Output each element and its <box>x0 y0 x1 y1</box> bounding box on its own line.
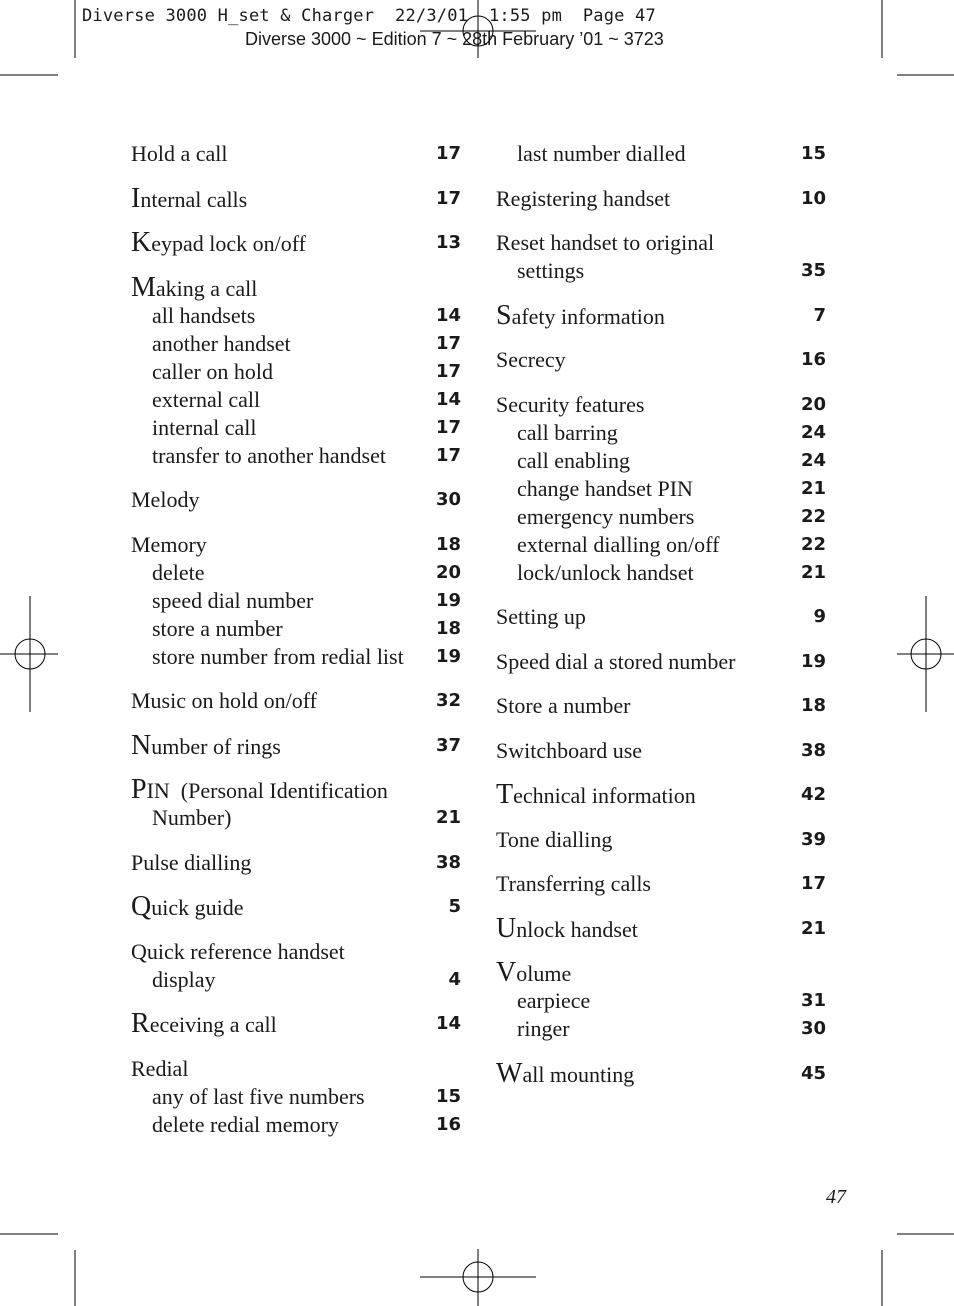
index-entry-text: Memory <box>131 531 207 557</box>
index-subentry <box>131 358 461 386</box>
index-page-number: 31 <box>800 990 826 1011</box>
index-entry-text: lock/unlock handset <box>517 559 694 585</box>
index-page-number: 14 <box>435 388 461 410</box>
index-entry-text: last number dialled <box>517 141 686 166</box>
index-page-number: 18 <box>800 695 826 716</box>
index-entry-text: store number from redial list <box>152 643 404 669</box>
index-entry-text: settings <box>517 258 585 283</box>
index-entry-label <box>131 442 386 470</box>
index-subentry <box>131 643 461 671</box>
index-entry-label <box>496 1015 570 1043</box>
index-entry-text: Number) <box>152 805 232 830</box>
index-entry-text: Redial <box>131 1055 189 1081</box>
index-page-number: 14 <box>435 1013 461 1034</box>
index-entry <box>131 140 461 168</box>
index-entry-label <box>131 643 404 671</box>
edition-line: Diverse 3000 ~ Edition 7 ~ 28th February ’01 ~ 3723 <box>245 29 664 49</box>
index-entry <box>496 648 826 676</box>
index-page-number: 16 <box>800 349 826 370</box>
index-subentry <box>131 302 461 330</box>
index-entry <box>131 531 461 559</box>
index-initial-letter: P <box>131 774 147 805</box>
index-entry-label <box>496 648 736 676</box>
index-entry-label <box>131 938 345 966</box>
index-entry-text: caller on hold <box>152 358 273 384</box>
index-entry <box>131 1055 461 1083</box>
index-page-number: 32 <box>435 690 461 711</box>
index-subentry <box>131 1111 461 1139</box>
index-page-number: 18 <box>435 617 461 639</box>
index-entry-text: external dialling on/off <box>517 531 720 557</box>
index-entry-label <box>131 486 199 514</box>
index-page-number: 17 <box>435 332 461 354</box>
index-initial-letter: W <box>496 1057 523 1089</box>
index-subentry <box>496 419 826 447</box>
index-subentry <box>131 559 461 587</box>
index-subentry <box>496 1015 826 1043</box>
index-entry-text: eypad lock on/off <box>151 231 307 256</box>
index-entry-text: Music on hold on/off <box>131 688 317 713</box>
index-entry-label <box>496 870 651 898</box>
index-page-number: 15 <box>800 143 826 164</box>
index-entry <box>131 776 461 804</box>
index-entry <box>131 271 461 303</box>
index-entry-text: aking a call <box>155 275 258 301</box>
index-entry-label <box>496 299 665 331</box>
index-entry-text: Quick reference handset <box>131 938 345 964</box>
index-entry-text: display <box>152 966 216 992</box>
index-entry-label <box>131 531 207 559</box>
index-subentry <box>131 330 461 358</box>
index-entry <box>131 687 461 715</box>
index-entry-label <box>496 781 696 810</box>
index-entry-label <box>131 966 216 994</box>
index-initial-letter: Q <box>131 891 152 922</box>
index-entry-text: afety information <box>511 303 665 329</box>
index-page-number: 22 <box>800 533 826 555</box>
index-initial-letter: S <box>496 299 512 331</box>
index-entry-text: another handset <box>152 330 291 356</box>
index-entry-label <box>496 912 638 944</box>
index-entry-label <box>131 687 317 715</box>
index-page-number: 37 <box>435 734 461 756</box>
index-entry-label <box>131 140 228 168</box>
index-entry <box>496 299 826 331</box>
index-entry-text: Store a number <box>496 693 631 718</box>
index-entry-text: all handsets <box>152 302 256 328</box>
index-subentry <box>496 447 826 475</box>
index-entry-label <box>131 182 248 214</box>
index-entry <box>496 692 826 720</box>
index-initial-letter: N <box>131 729 152 761</box>
index-page-number: 42 <box>800 784 826 805</box>
index-entry-text: any of last five numbers <box>152 1083 365 1109</box>
index-entry-text: internal call <box>152 414 257 440</box>
index-entry-text: Setting up <box>496 604 586 629</box>
index-page-number: 19 <box>800 650 826 672</box>
index-initial-letter: U <box>496 912 517 944</box>
index-entry <box>496 826 826 854</box>
index-page-number: 21 <box>800 561 826 583</box>
index-entry <box>496 1057 826 1089</box>
index-page-number: 13 <box>435 232 461 253</box>
index-page-number: 20 <box>800 393 826 415</box>
index-entry-text: uick guide <box>151 895 244 920</box>
index-entry-label <box>496 826 612 854</box>
index-entry-label <box>496 475 693 503</box>
index-page-number: 30 <box>800 1018 826 1039</box>
index-column-left <box>131 140 461 1139</box>
index-entry-label <box>131 358 273 386</box>
index-entry-label <box>131 386 260 414</box>
index-subentry <box>131 615 461 643</box>
index-page-number: 39 <box>800 828 826 850</box>
index-entry <box>131 229 461 257</box>
index-page-number: 5 <box>448 896 461 917</box>
index-entry <box>496 737 826 765</box>
registration-mark-bottom <box>420 1249 536 1306</box>
index-subentry <box>131 442 461 470</box>
index-entry-label <box>496 140 686 168</box>
index-page-number: 21 <box>800 917 826 939</box>
index-page-number: 17 <box>435 187 461 209</box>
index-subentry <box>131 414 461 442</box>
index-entry-text: external call <box>152 386 261 412</box>
index-subentry <box>131 966 461 994</box>
index-entry-text: call enabling <box>517 447 631 473</box>
index-entry-label <box>131 414 256 442</box>
index-entry <box>496 912 826 944</box>
index-entry-text: Speed dial a stored number <box>496 648 736 674</box>
index-page-number: 38 <box>435 851 461 873</box>
index-entry-label <box>496 559 694 587</box>
index-subentry <box>131 1083 461 1111</box>
index-entry-label <box>131 587 313 615</box>
index-entry-label <box>131 1083 365 1111</box>
registration-mark-top <box>420 0 536 58</box>
index-entry <box>496 603 826 631</box>
index-entry-label <box>131 330 291 358</box>
index-entry-text: nlock handset <box>516 916 638 942</box>
index-entry-label <box>496 692 630 720</box>
index-page-number: 18 <box>435 533 461 555</box>
index-entry-label <box>496 987 590 1015</box>
index-entry-text: nternal calls <box>140 186 248 212</box>
index-entry-text: transfer to another handset <box>152 442 386 468</box>
index-subentry <box>496 503 826 531</box>
index-entry <box>131 486 461 514</box>
index-subentry <box>496 475 826 503</box>
index-entry-text: eceiving a call <box>149 1012 277 1037</box>
index-entry <box>131 893 461 921</box>
index-initial-letter: K <box>131 227 152 258</box>
index-entry-label <box>496 419 618 447</box>
index-entry-label <box>496 257 584 285</box>
index-entry-text: store a number <box>152 615 283 641</box>
index-entry-text: umber of rings <box>151 733 281 759</box>
index-entry <box>496 346 826 374</box>
index-entry-text: Secrecy <box>496 347 566 372</box>
index-subentry <box>496 257 826 285</box>
index-entry-label <box>496 503 694 531</box>
index-entry-text: Pulse dialling <box>131 849 252 875</box>
index-page-number: 20 <box>435 561 461 583</box>
index-entry-label <box>496 1057 635 1089</box>
index-initial-letter: R <box>131 1008 150 1039</box>
index-entry <box>496 229 826 257</box>
index-entry-label <box>131 729 281 761</box>
index-entry <box>496 185 826 213</box>
index-entry <box>496 391 826 419</box>
index-subentry <box>131 386 461 414</box>
index-subentry <box>131 804 461 832</box>
index-entry-text: delete redial memory <box>152 1111 339 1137</box>
print-slug: Diverse 3000 H_set & Charger 22/3/01 1:55 pm Page 47 <box>82 6 656 26</box>
index-page-number: 17 <box>435 444 461 466</box>
index-page-number: 22 <box>800 505 826 527</box>
index-entry-label <box>131 1010 277 1039</box>
index-entry-text: Melody <box>131 487 200 512</box>
index-entry-text: Tone dialling <box>496 826 613 852</box>
index-initial-letter: T <box>496 779 514 810</box>
index-entry <box>131 729 461 761</box>
index-page-number: 21 <box>800 477 826 499</box>
index-entry-text: ringer <box>517 1016 570 1041</box>
index-entry-label <box>131 1111 339 1139</box>
index-entry-label <box>496 959 571 988</box>
index-page-number: 9 <box>813 606 826 627</box>
index-entry <box>496 870 826 898</box>
index-page-number: 15 <box>435 1085 461 1107</box>
index-entry-text: Registering handset <box>496 185 671 211</box>
index-entry <box>496 959 826 987</box>
index-entry-label <box>131 302 255 330</box>
index-entry-label <box>131 893 244 922</box>
index-entry-label <box>131 804 231 832</box>
index-page-number: 16 <box>435 1113 461 1135</box>
index-entry-text: Hold a call <box>131 141 228 166</box>
index-page-number: 45 <box>800 1062 826 1084</box>
index-page-number: 24 <box>800 421 826 443</box>
index-entry-label <box>496 737 642 765</box>
index-entry-text: echnical information <box>513 783 696 808</box>
index-page-number: 19 <box>435 645 461 667</box>
index-entry-label <box>131 1055 188 1083</box>
index-entry-text: Switchboard use <box>496 737 643 763</box>
index-entry-text: Security features <box>496 391 645 417</box>
index-entry-label <box>131 271 258 303</box>
index-subentry <box>496 531 826 559</box>
index-page-number: 4 <box>448 968 461 990</box>
index-entry-text: Reset handset to original <box>496 230 715 255</box>
index-entry-label <box>496 391 644 419</box>
index-entry <box>131 849 461 877</box>
index-page-number: 17 <box>435 416 461 438</box>
index-subentry <box>496 559 826 587</box>
page-number: 47 <box>826 1186 846 1208</box>
index-page-number: 21 <box>435 807 461 828</box>
index-entry-text: IN (Personal Identification <box>146 778 388 803</box>
index-entry-text: call barring <box>517 419 618 445</box>
index-entry-text: olume <box>516 961 572 986</box>
index-entry-text: all mounting <box>522 1061 635 1087</box>
index-page-number: 17 <box>435 143 461 164</box>
index-page-number: 14 <box>435 304 461 326</box>
index-initial-letter: V <box>496 957 517 988</box>
index-entry-label <box>131 849 251 877</box>
index-entry-label <box>131 615 283 643</box>
index-entry-text: speed dial number <box>152 587 314 613</box>
index-page-number: 30 <box>435 489 461 510</box>
index-entry-label <box>131 776 388 805</box>
index-entry <box>131 182 461 214</box>
index-entry-text: delete <box>152 559 205 585</box>
index-subentry <box>496 140 826 168</box>
index-entry <box>131 938 461 966</box>
index-entry-text: earpiece <box>517 988 591 1013</box>
index-page-number: 24 <box>800 449 826 471</box>
index-entry-label <box>496 185 670 213</box>
index-entry <box>496 781 826 809</box>
index-entry-label <box>496 229 714 257</box>
registration-mark-left <box>0 596 58 712</box>
index-page-number: 17 <box>435 360 461 382</box>
index-entry-text: Transferring calls <box>496 871 651 896</box>
index-entry-label <box>496 603 586 631</box>
index-entry-label <box>496 447 630 475</box>
index-subentry <box>131 587 461 615</box>
index-entry-label <box>131 229 306 258</box>
index-entry-label <box>131 559 205 587</box>
index-column-right <box>496 140 826 1088</box>
index-entry-text: emergency numbers <box>517 503 695 529</box>
index-page-number: 17 <box>800 873 826 894</box>
index-page-number: 38 <box>800 739 826 761</box>
index-page-number: 7 <box>813 304 826 326</box>
index-initial-letter: I <box>131 182 141 214</box>
index-entry-label <box>496 346 566 374</box>
index-entry <box>131 1010 461 1038</box>
index-page-number: 35 <box>800 260 826 281</box>
index-entry-text: change handset PIN <box>517 475 693 501</box>
index-initial-letter: M <box>131 271 156 303</box>
index-page-number: 10 <box>800 187 826 209</box>
index-entry-label <box>496 531 719 559</box>
registration-mark-right <box>897 596 954 712</box>
index-subentry <box>496 987 826 1015</box>
index-page-number: 19 <box>435 589 461 611</box>
